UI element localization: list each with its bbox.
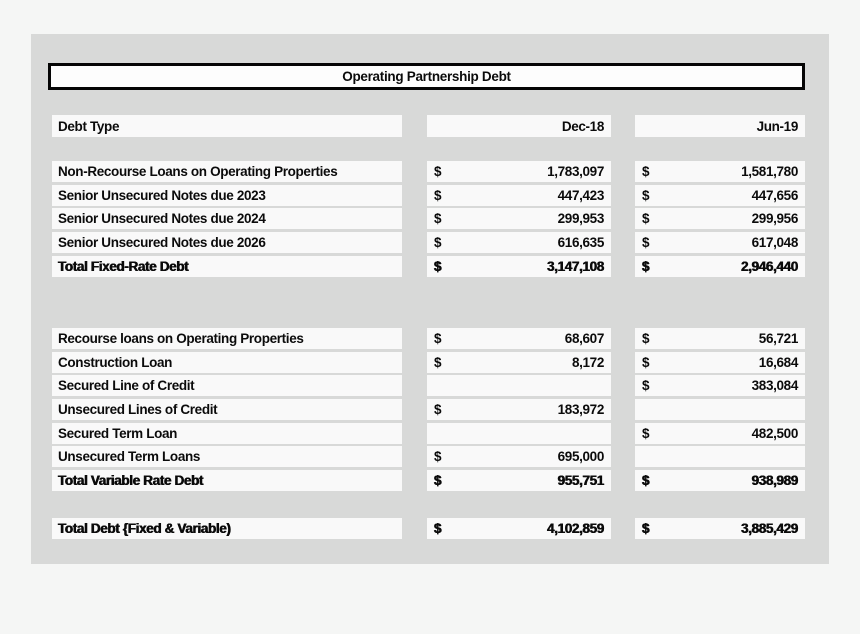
row-label: Total Debt {Fixed & Variable) (52, 518, 402, 539)
amount-jun19: 447,656 (751, 188, 798, 203)
jun19-cell (635, 208, 805, 229)
row-label: Senior Unsecured Notes due 2023 (52, 185, 402, 206)
table-title: Operating Partnership Debt (342, 69, 511, 84)
debt-table-panel (31, 34, 829, 564)
amount-dec18: 68,607 (564, 331, 604, 346)
dollar-sign: $ (642, 211, 650, 226)
table-row (31, 208, 829, 229)
row-label: Secured Line of Credit (52, 375, 402, 396)
dollar-sign: $ (642, 331, 650, 346)
amount-jun19: 56,721 (758, 331, 798, 346)
header-row (31, 115, 829, 136)
jun19-cell (635, 328, 805, 349)
amount-jun19: 2,946,440 (741, 259, 798, 274)
row-label: Unsecured Lines of Credit (52, 399, 402, 420)
jun19-cell (635, 352, 805, 373)
total-debt-row (31, 518, 829, 539)
total-variable-rate-debt-row (31, 470, 829, 491)
dollar-sign: $ (642, 235, 650, 250)
dec18-cell (427, 185, 611, 206)
dollar-sign: $ (434, 211, 442, 226)
table-row (31, 232, 829, 253)
dollar-sign: $ (434, 521, 442, 536)
amount-dec18: 183,972 (557, 402, 604, 417)
dollar-sign: $ (434, 164, 442, 179)
table-row (31, 399, 829, 420)
dollar-sign: $ (642, 426, 650, 441)
table-row (31, 185, 829, 206)
dollar-sign: $ (642, 473, 650, 488)
amount-jun19: 3,885,429 (741, 521, 798, 536)
dollar-sign: $ (434, 473, 442, 488)
amount-jun19: 482,500 (751, 426, 798, 441)
dollar-sign: $ (642, 355, 650, 370)
row-label: Non-Recourse Loans on Operating Properties (52, 161, 402, 182)
dec18-cell (427, 256, 611, 277)
dec18-cell-empty (427, 375, 611, 396)
total-fixed-rate-debt-row (31, 256, 829, 277)
amount-dec18: 1,783,097 (547, 164, 604, 179)
header-debt-type: Debt Type (52, 115, 402, 137)
dollar-sign: $ (642, 188, 650, 203)
amount-jun19: 16,684 (758, 355, 798, 370)
dec18-cell (427, 208, 611, 229)
jun19-cell (635, 185, 805, 206)
dollar-sign: $ (642, 259, 650, 274)
row-label: Total Fixed-Rate Debt (52, 256, 402, 277)
amount-jun19: 938,989 (751, 473, 798, 488)
dollar-sign: $ (642, 521, 650, 536)
table-row (31, 352, 829, 373)
dollar-sign: $ (434, 235, 442, 250)
dollar-sign: $ (434, 259, 442, 274)
row-label: Secured Term Loan (52, 423, 402, 444)
dec18-cell (427, 470, 611, 491)
table-row (31, 375, 829, 396)
table-row (31, 446, 829, 467)
dollar-sign: $ (642, 164, 650, 179)
dollar-sign: $ (434, 188, 442, 203)
jun19-cell (635, 375, 805, 396)
dollar-sign: $ (434, 355, 442, 370)
jun19-cell (635, 470, 805, 491)
dec18-cell (427, 352, 611, 373)
table-row (31, 161, 829, 182)
dec18-cell-empty (427, 423, 611, 444)
amount-dec18: 299,953 (557, 211, 604, 226)
amount-jun19: 1,581,780 (741, 164, 798, 179)
amount-jun19: 617,048 (751, 235, 798, 250)
row-label: Recourse loans on Operating Properties (52, 328, 402, 349)
amount-dec18: 3,147,108 (547, 259, 604, 274)
row-label: Senior Unsecured Notes due 2026 (52, 232, 402, 253)
dec18-cell (427, 518, 611, 539)
dec18-cell (427, 446, 611, 467)
dollar-sign: $ (642, 378, 650, 393)
amount-dec18: 616,635 (557, 235, 604, 250)
amount-dec18: 8,172 (571, 355, 604, 370)
header-dec18: Dec-18 (427, 115, 611, 137)
amount-jun19: 299,956 (751, 211, 798, 226)
dec18-cell (427, 399, 611, 420)
table-title-box (48, 63, 805, 90)
table-row (31, 328, 829, 349)
amount-dec18: 695,000 (557, 449, 604, 464)
jun19-cell (635, 232, 805, 253)
dollar-sign: $ (434, 331, 442, 346)
dec18-cell (427, 161, 611, 182)
row-label: Construction Loan (52, 352, 402, 373)
dollar-sign: $ (434, 402, 442, 417)
header-jun19: Jun-19 (635, 115, 805, 137)
jun19-cell (635, 161, 805, 182)
jun19-cell-empty (635, 399, 805, 420)
jun19-cell (635, 423, 805, 444)
jun19-cell (635, 518, 805, 539)
table-row (31, 423, 829, 444)
dollar-sign: $ (434, 449, 442, 464)
jun19-cell-empty (635, 446, 805, 467)
row-label: Unsecured Term Loans (52, 446, 402, 467)
amount-dec18: 955,751 (557, 473, 604, 488)
amount-dec18: 4,102,859 (547, 521, 604, 536)
amount-jun19: 383,084 (751, 378, 798, 393)
amount-dec18: 447,423 (557, 188, 604, 203)
jun19-cell (635, 256, 805, 277)
dec18-cell (427, 232, 611, 253)
dec18-cell (427, 328, 611, 349)
row-label: Senior Unsecured Notes due 2024 (52, 208, 402, 229)
row-label: Total Variable Rate Debt (52, 470, 402, 491)
